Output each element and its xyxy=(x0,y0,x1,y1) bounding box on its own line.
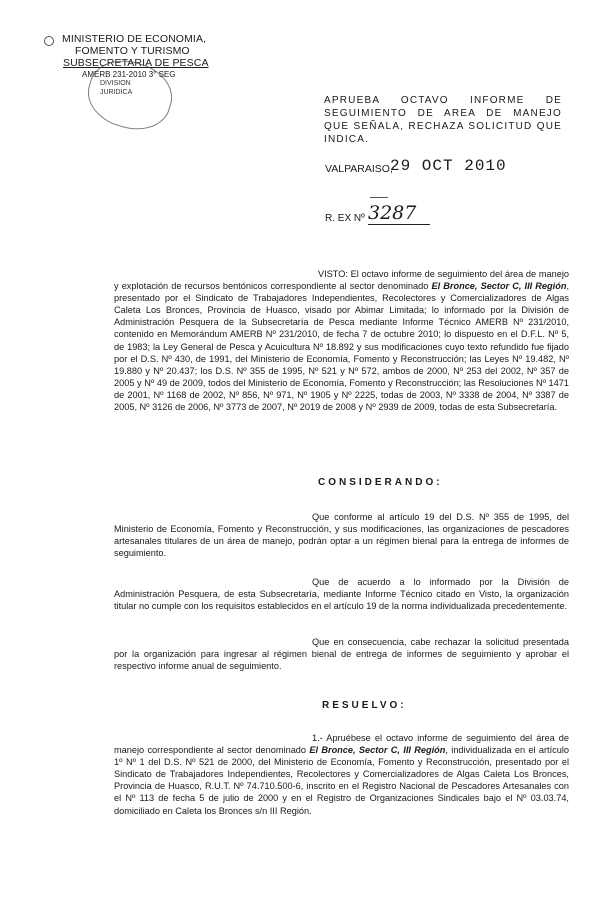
date-stamp: 29 OCT 2010 xyxy=(390,157,507,175)
resolution-label: R. EX Nº xyxy=(325,213,365,224)
divider xyxy=(370,197,388,198)
stamp-text-2: JURIDICA xyxy=(100,89,133,96)
considerando-3-text: Que en consecuencia, cabe rechazar la solicitud presentada por la organización para ingresar al régimen bienal de entrega de informes de seguimiento y aprobar el respectivo informe anual de seguimiento. xyxy=(114,637,569,672)
considerando-2-text: Que de acuerdo a lo informado por la División de Administración Pesquera, de esta Subsecretaría, mediante Informe Técnico citado en Visto, la organización titular no cumple con los requisitos establecidos en el artículo 19 de la norma individualizada precedentemente. xyxy=(114,577,569,612)
place-label: VALPARAISO, xyxy=(325,163,393,175)
stamp-text-1: DIVISION xyxy=(100,80,131,87)
document-title: APRUEBA OCTAVO INFORME DE SEGUIMIENTO DE AREA DE MANEJO QUE SEÑALA, RECHAZA SOLICITUD QUE INDICA. xyxy=(324,95,562,145)
considerando-1 xyxy=(114,511,569,559)
vistos-paragraph xyxy=(114,268,569,413)
considerando-heading: CONSIDERANDO: xyxy=(318,477,443,488)
margin-mark xyxy=(44,36,54,46)
considerando-3 xyxy=(114,636,569,672)
reference-code: AMERB 231-2010 3° SEG xyxy=(82,70,176,79)
considerando-2 xyxy=(114,576,569,612)
resuelvo-heading: RESUELVO: xyxy=(322,700,407,711)
resuelvo-1-sector: El Bronce, Sector C, III Región xyxy=(309,745,446,756)
vistos-lead: VISTO: El octavo informe de seguimiento del área de manejo y explotación de recursos bentónicos correspondiente al sector denominado xyxy=(114,269,569,292)
subsecretaria-name: SUBSECRETARIA DE PESCA xyxy=(63,57,209,69)
resuelvo-1-rest: , individualizada en el artículo 1º Nº 1 del D.S. Nº 521 de 2000, del Ministerio de Economía, Fomento y Reconstrucción, presentado por el Sindicato de Trabajadores Independientes, Recolectores y Comercializadores de Algas Caleta Los Bronces, Provincia de Huasco, R.U.T. Nº 74.710.500-6, inscrito en el Registro Nacional de Pescadores Artesanales con el Nº 113 de fecha 5 de julio de 2000 y en el Registro de Organizaciones Sindicales bajo el Nº 03.03.74, domiciliado en Caleta los Bronces s/n III Región. xyxy=(114,745,569,816)
vistos-rest: , presentado por el Sindicato de Trabajadores Independientes, Recolectores y Comercializadores de Algas Caleta Los Bronces, Provincia de Huasco, visado por Abimar Limitada; lo informado por la División de Administración Pesquera de la Subsecretaría de Pesca mediante Informe Técnico AMERB Nº 231/2010, contenido en Memorándum AMERB Nº 231/2010, de fecha 7 de octubre 2010; lo dispuesto en el D.F.L. Nº 5, de 1983; la Ley General de Pesca y Acuicultura Nº 18.892 y sus modificaciones cuyo texto refundido fue fijado por el D.S. Nº 430, de 1991, del Ministerio de Economía, Fomento y Reconstrucción; las Leyes Nº 19.482, Nº 19.880 y Nº 20.437; los D.S. Nº 355 de 1995, Nº 521 y Nº 572, ambos de 2000, Nº 253 del 2002, Nº 357 de 2005 y Nº 49 de 2009, todos del Ministerio de Economía, Fomento y Reconstrucción; las Resoluciones Nº 1471 de 2001, Nº 1168 de 2002, Nº 856, Nº 971, Nº 1905 y Nº 2225, todas de 2003, Nº 3338 de 2004, Nº 3387 de 2005, Nº 3126 de 2006, Nº 3773 de 2007, Nº 2019 de 2008 y Nº 2939 de 2009, todas de esta Subsecretaría. xyxy=(114,281,569,413)
resolution-number: 3287 xyxy=(368,202,430,225)
considerando-1-text: Que conforme al artículo 19 del D.S. Nº 355 de 1995, del Ministerio de Economía, Fomento y Reconstrucción, y sus modificaciones, las organizaciones de pescadores artesanales titulares de un área de manejo, podrán optar a un régimen bienal para la entrega de informes de seguimiento. xyxy=(114,512,569,559)
vistos-sector: El Bronce, Sector C, III Región xyxy=(431,281,567,292)
ministry-subtitle: FOMENTO Y TURISMO xyxy=(75,45,190,57)
resuelvo-1-lead: 1.- Apruébese el octavo informe de seguimiento del área de manejo correspondiente al sector denominado xyxy=(114,733,569,756)
resuelvo-1 xyxy=(114,732,569,817)
ministry-name: MINISTERIO DE ECONOMIA, xyxy=(62,33,207,45)
